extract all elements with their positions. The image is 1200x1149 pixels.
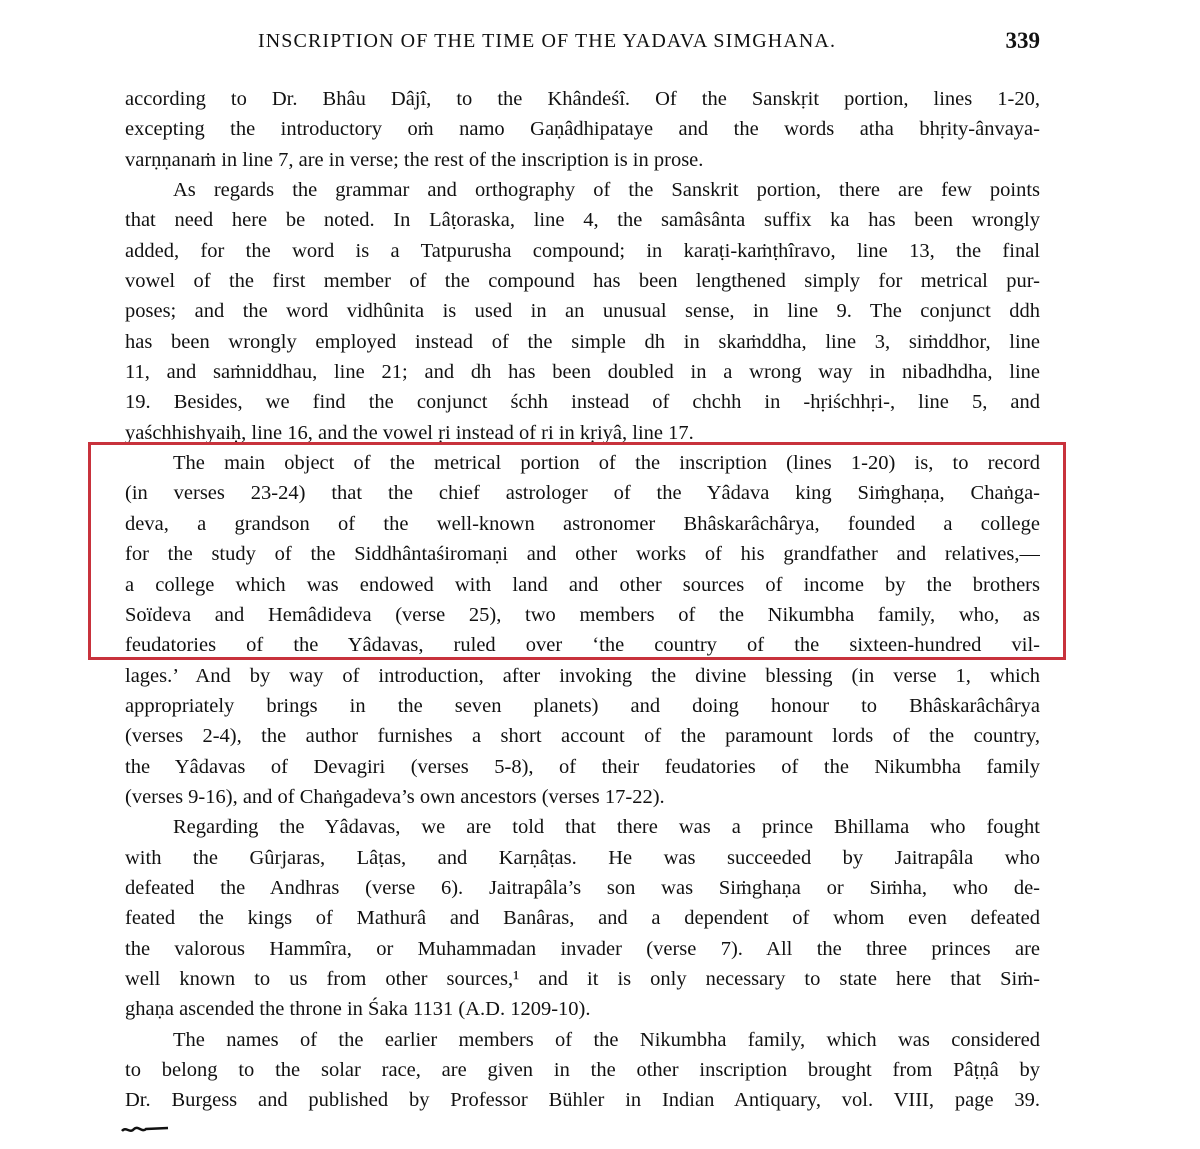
text-line: lages.’ And by way of introduction, after invoking the divine blessing (in verse 1, which [125, 664, 1040, 687]
text-line: feudatories of the Yâdavas, ruled over ‘the country of the sixteen-hundred vil- [125, 634, 1040, 657]
text-line: a college which was endowed with land and other sources of income by the brothers [125, 573, 1040, 596]
text-line: well known to us from other sources,¹ and it is only necessary to state here that Siṁ- [125, 967, 1040, 990]
highlight-box [88, 442, 1066, 660]
footnote-rule [120, 1122, 170, 1136]
text-line: for the study of the Siddhântaśiromaṇi and other works of his grandfather and relatives,— [125, 543, 1040, 566]
text-line: The main object of the metrical portion of the inscription (lines 1-20) is, to record [173, 452, 1040, 475]
text-line: Dr. Burgess and published by Professor Bühler in Indian Antiquary, vol. VIII, page 39. [125, 1089, 1040, 1112]
text-line: according to Dr. Bhâu Dâjî, to the Khândeśî. Of the Sanskṛit portion, lines 1-20, [125, 88, 1040, 110]
text-line: deva, a grandson of the well-known astronomer Bhâskarâchârya, founded a college [125, 512, 1040, 535]
text-line: vowel of the first member of the compound has been lengthened simply for metrical pur- [125, 270, 1040, 293]
page-header [258, 30, 1040, 60]
text-line: to belong to the solar race, are given in the other inscription brought from Pâṭṇâ by [125, 1059, 1040, 1081]
text-line: poses; and the word vidhûnita is used in an unusual sense, in line 9. The conjunct ddh [125, 300, 1040, 323]
text-line: (verses 9-16), and of Chaṅgadeva’s own ancestors (verses 17-22). [125, 785, 665, 808]
text-line: the Yâdavas of Devagiri (verses 5-8), of their feudatories of the Nikumbha family [125, 755, 1040, 778]
text-line: ghaṇa ascended the throne in Śaka 1131 (A.D. 1209-10). [125, 998, 591, 1021]
text-line: that need here be noted. In Lâṭoraska, line 4, the samâsânta suffix ka has been wrongly [125, 209, 1040, 232]
running-head: INSCRIPTION OF THE TIME OF THE YADAVA SIMGHANA. [258, 30, 837, 52]
text-line: The names of the earlier members of the Nikumbha family, which was considered [173, 1028, 1040, 1051]
text-line: varṇṇanaṁ in line 7, are in verse; the rest of the inscription is in prose. [125, 148, 704, 171]
text-line: feated the kings of Mathurâ and Banâras, and a dependent of whom even defeated [125, 907, 1040, 930]
text-line: (in verses 23-24) that the chief astrologer of the Yâdava king Siṁghaṇa, Chaṅga- [125, 482, 1040, 505]
text-line: Regarding the Yâdavas, we are told that there was a prince Bhillama who fought [173, 816, 1040, 839]
text-line: the valorous Hammîra, or Muhammadan invader (verse 7). All the three princes are [125, 937, 1040, 960]
text-line: added, for the word is a Tatpurusha compound; in karaṭi-kaṁṭhîravo, line 13, the final [125, 239, 1040, 262]
text-line: yaśchhishyaiḥ, line 16, and the vowel ṛi instead of ri in kṛiyâ, line 17. [125, 421, 694, 444]
text-line: 19. Besides, we find the conjunct śchh instead of chchh in -hṛiśchhṛi-, line 5, and [125, 391, 1040, 414]
text-line: has been wrongly employed instead of the simple dh in skaṁddha, line 3, siṁddhor, line [125, 330, 1040, 353]
text-line: excepting the introductory oṁ namo Gaṇâdhipataye and the words atha bhṛity-ânvaya- [125, 118, 1040, 141]
text-line: As regards the grammar and orthography of the Sanskrit portion, there are few points [173, 179, 1040, 202]
page-number: 339 [1005, 28, 1040, 53]
text-line: appropriately brings in the seven planets) and doing honour to Bhâskarâchârya [125, 694, 1040, 717]
text-line: defeated the Andhras (verse 6). Jaitrapâla’s son was Siṁghaṇa or Siṁha, who de- [125, 876, 1040, 899]
text-line: Soïdeva and Hemâdideva (verse 25), two members of the Nikumbha family, who, as [125, 603, 1040, 626]
text-line: with the Gûrjaras, Lâṭas, and Karṇâṭas. He was succeeded by Jaitrapâla who [125, 846, 1040, 869]
text-line: 11, and saṁniddhau, line 21; and dh has been doubled in a wrong way in nibadhdha, line [125, 361, 1040, 384]
text-line: (verses 2-4), the author furnishes a short account of the paramount lords of the country, [125, 725, 1040, 748]
